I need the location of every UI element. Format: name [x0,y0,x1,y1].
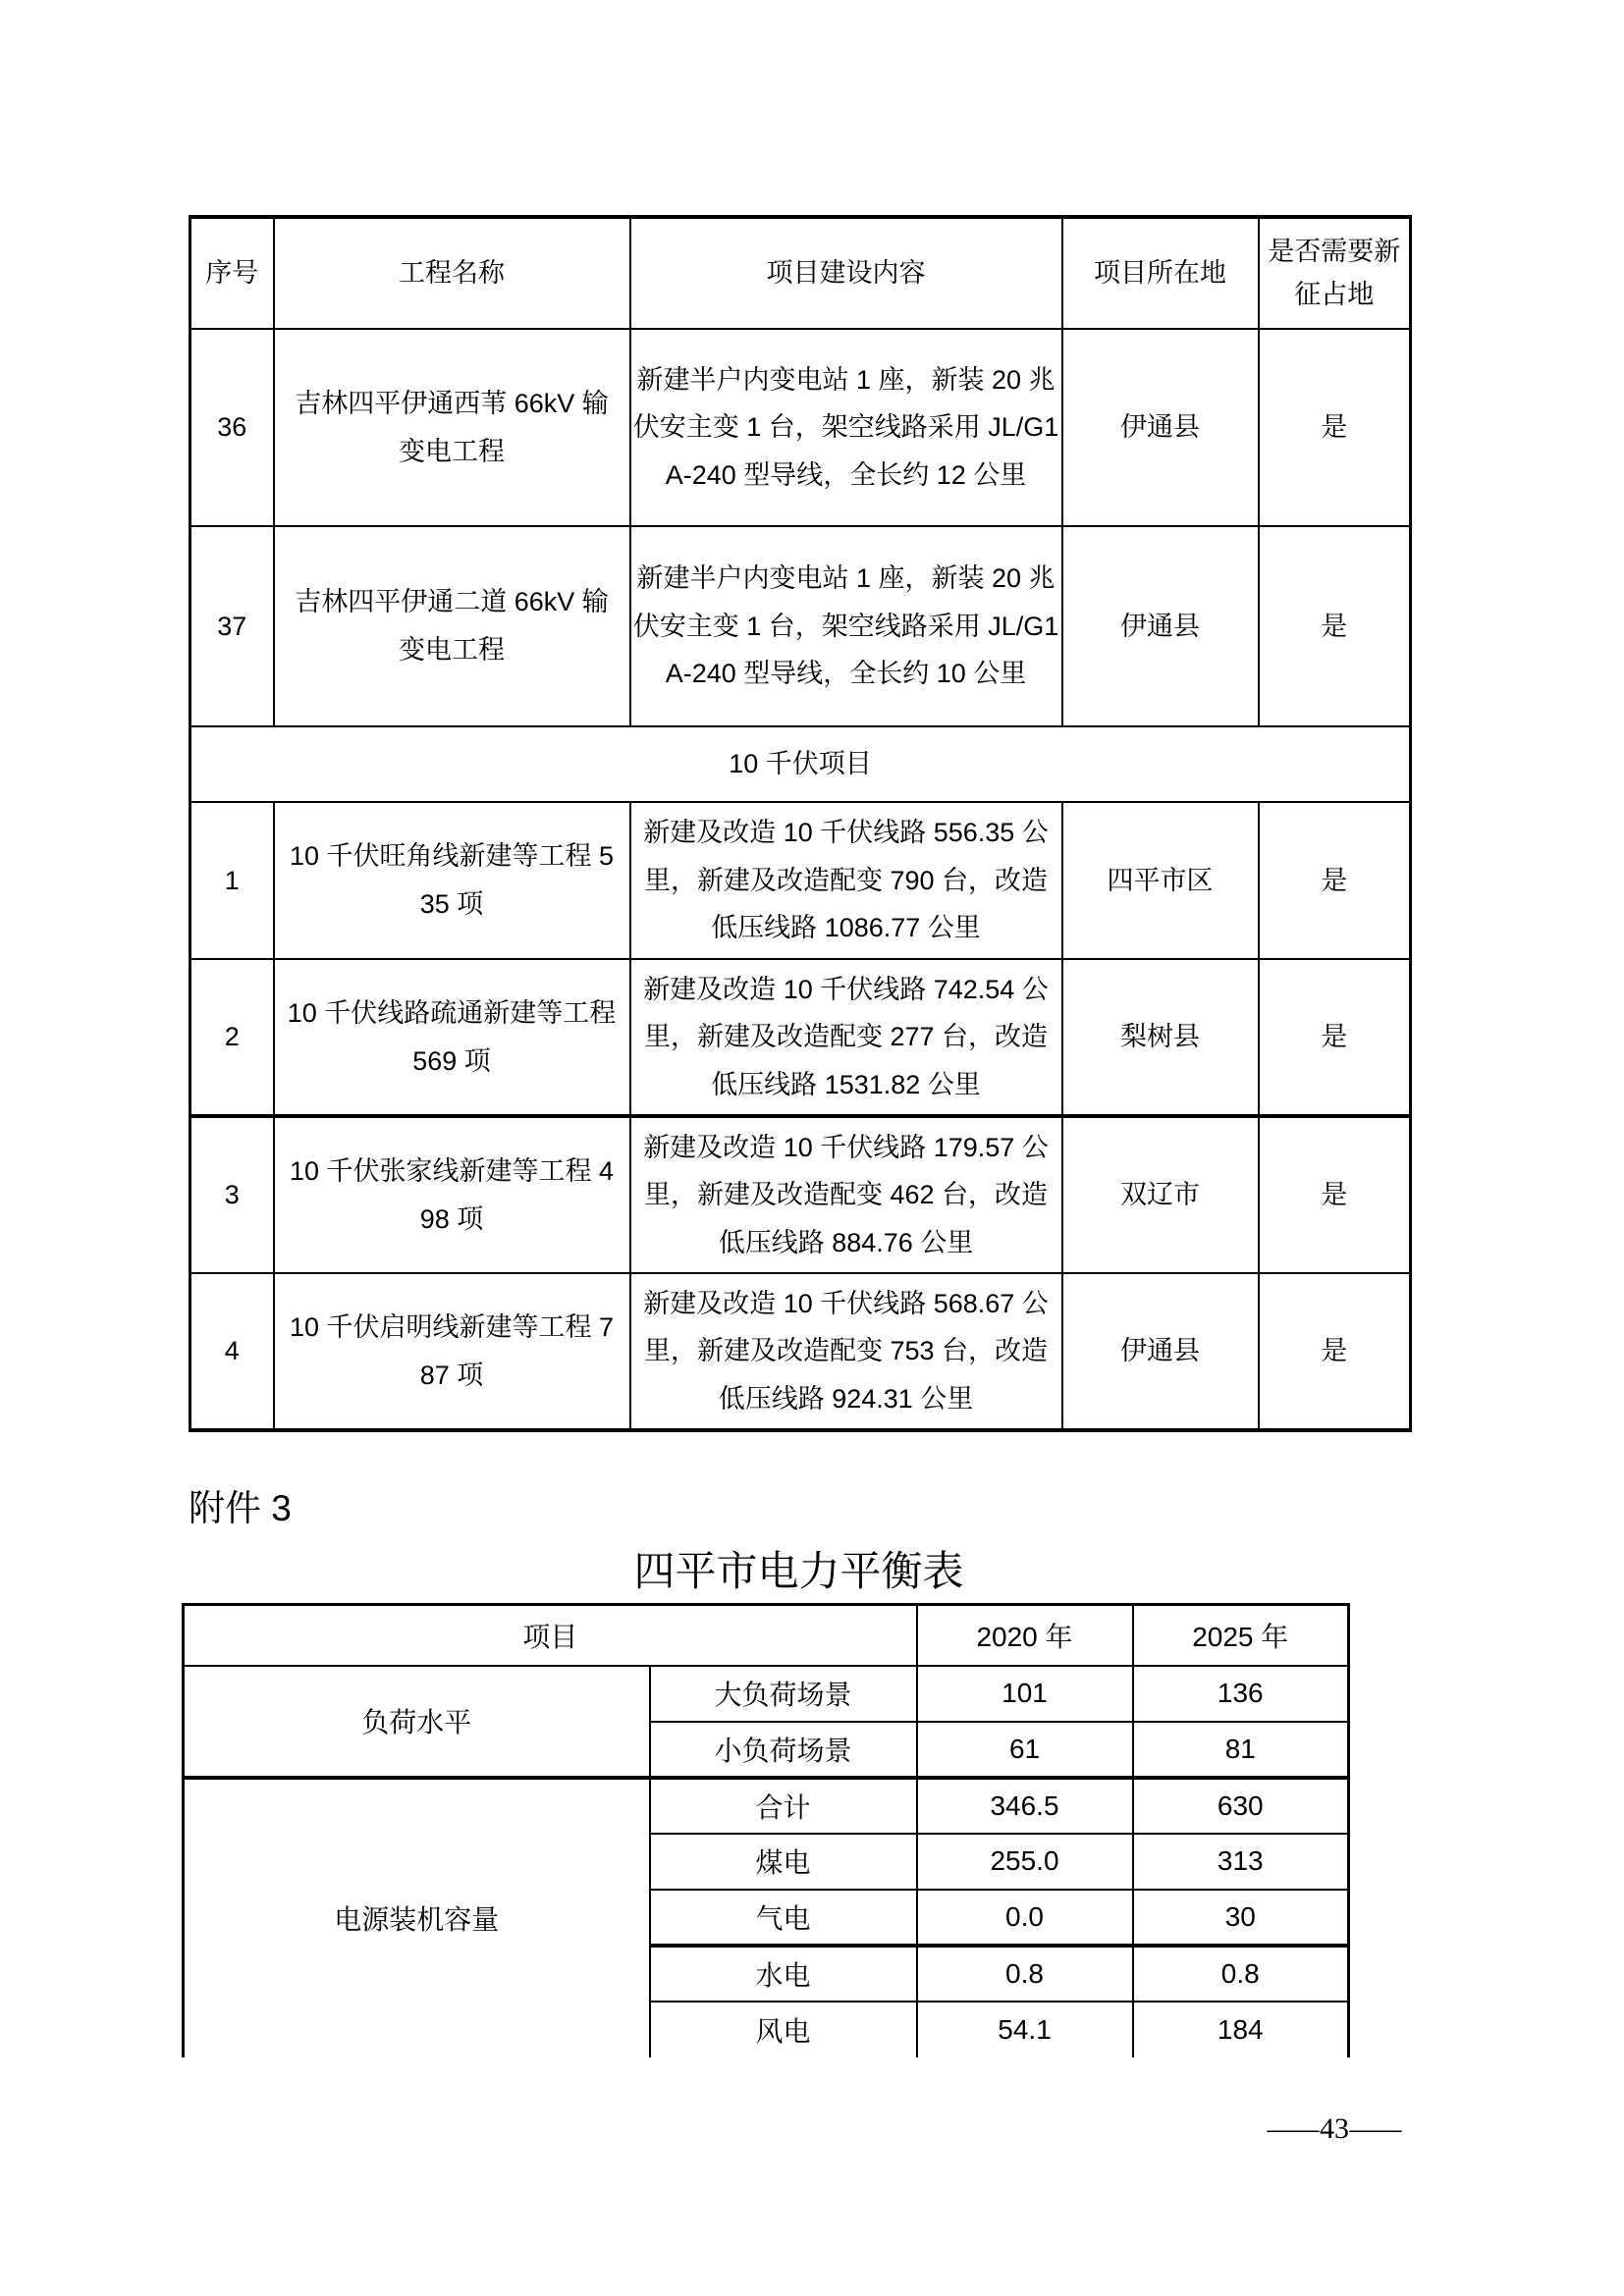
header-cell-no: 序号 [190,217,274,329]
value-2025-cell: 313 [1133,1834,1349,1890]
cell-no: 2 [190,959,274,1116]
cell-land: 是 [1259,526,1411,726]
page-number [1267,2112,1402,2146]
cell-location: 伊通县 [1062,526,1259,726]
cell-content: 新建半户内变电站 1 座，新装 20 兆伏安主变 1 台，架空线路采用 JL/G1A-240 型导线，全长约 12 公里 [630,329,1062,526]
header-cell-content: 项目建设内容 [630,217,1062,329]
value-2020-cell: 0.0 [917,1890,1133,1946]
cell-location: 四平市区 [1062,802,1259,959]
cell-name: 10 千伏张家线新建等工程 498 项 [274,1116,630,1273]
section-header-row [190,726,1411,802]
footer-dash: — [1267,2112,1320,2145]
value-2025-cell: 630 [1133,1778,1349,1834]
projects-table [189,215,1412,1432]
value-2020-cell: 61 [917,1722,1133,1778]
table-row [190,959,1411,1116]
cell-location: 伊通县 [1062,329,1259,526]
projects-table-header-row [190,217,1411,329]
cell-no: 3 [190,1116,274,1273]
sub-label-cell: 风电 [650,2002,917,2057]
table-row [190,1116,1411,1273]
cell-name: 吉林四平伊通西苇 66kV 输变电工程 [274,329,630,526]
table-row [184,1666,1349,1722]
cell-content: 新建及改造 10 千伏线路 556.35 公里，新建及改造配变 790 台，改造低压线路 1086.77 公里 [630,802,1062,959]
group-label-cell: 电源装机容量 [184,1778,650,2057]
value-2020-cell: 0.8 [917,1946,1133,2002]
header-cell-land: 是否需要新征占地 [1259,217,1411,329]
value-2020-cell: 255.0 [917,1834,1133,1890]
value-2025-cell: 184 [1133,2002,1349,2057]
table-title: 四平市电力平衡表 [633,1548,964,1594]
cell-content: 新建半户内变电站 1 座，新装 20 兆伏安主变 1 台，架空线路采用 JL/G1A-240 型导线，全长约 10 公里 [630,526,1062,726]
value-2020-cell: 101 [917,1666,1133,1722]
header-cell-project: 项目 [184,1605,917,1666]
header-cell-name: 工程名称 [274,217,630,329]
table-row [190,802,1411,959]
sub-label-cell: 合计 [650,1778,917,1834]
cell-name: 10 千伏启明线新建等工程 787 项 [274,1273,630,1430]
cell-location: 伊通县 [1062,1273,1259,1430]
power-balance-table [182,1603,1350,2057]
cell-no: 4 [190,1273,274,1430]
sub-label-cell: 气电 [650,1890,917,1946]
cell-location: 双辽市 [1062,1116,1259,1273]
cell-content: 新建及改造 10 千伏线路 179.57 公里，新建及改造配变 462 台，改造低压线路 884.76 公里 [630,1116,1062,1273]
cell-no: 36 [190,329,274,526]
page-number-value: 43 [1320,2112,1349,2145]
cell-name: 10 千伏旺角线新建等工程 535 项 [274,802,630,959]
header-cell-2020: 2020 年 [917,1605,1133,1666]
cell-land: 是 [1259,1116,1411,1273]
sub-label-cell: 小负荷场景 [650,1722,917,1778]
group-label-cell: 负荷水平 [184,1666,650,1778]
sub-label-cell: 煤电 [650,1834,917,1890]
value-2025-cell: 0.8 [1133,1946,1349,2002]
cell-land: 是 [1259,959,1411,1116]
value-2020-cell: 346.5 [917,1778,1133,1834]
table-row [184,1778,1349,1834]
attachment-label: 附件 3 [189,1488,292,1528]
cell-land: 是 [1259,1273,1411,1430]
sub-label-cell: 水电 [650,1946,917,2002]
value-2020-cell: 54.1 [917,2002,1133,2057]
value-2025-cell: 81 [1133,1722,1349,1778]
table-row [190,329,1411,526]
cell-name: 10 千伏线路疏通新建等工程 569 项 [274,959,630,1116]
table-row [190,526,1411,726]
cell-content: 新建及改造 10 千伏线路 742.54 公里，新建及改造配变 277 台，改造低压线路 1531.82 公里 [630,959,1062,1116]
cell-no: 1 [190,802,274,959]
header-cell-location: 项目所在地 [1062,217,1259,329]
cell-land: 是 [1259,802,1411,959]
cell-land: 是 [1259,329,1411,526]
value-2025-cell: 136 [1133,1666,1349,1722]
section-header-cell: 10 千伏项目 [190,726,1411,802]
cell-no: 37 [190,526,274,726]
footer-dash: — [1349,2112,1402,2145]
header-cell-2025: 2025 年 [1133,1605,1349,1666]
value-2025-cell: 30 [1133,1890,1349,1946]
cell-location: 梨树县 [1062,959,1259,1116]
cell-name: 吉林四平伊通二道 66kV 输变电工程 [274,526,630,726]
cell-content: 新建及改造 10 千伏线路 568.67 公里，新建及改造配变 753 台，改造低压线路 924.31 公里 [630,1273,1062,1430]
sub-label-cell: 大负荷场景 [650,1666,917,1722]
table-row [190,1273,1411,1430]
balance-table-header-row [184,1605,1349,1666]
